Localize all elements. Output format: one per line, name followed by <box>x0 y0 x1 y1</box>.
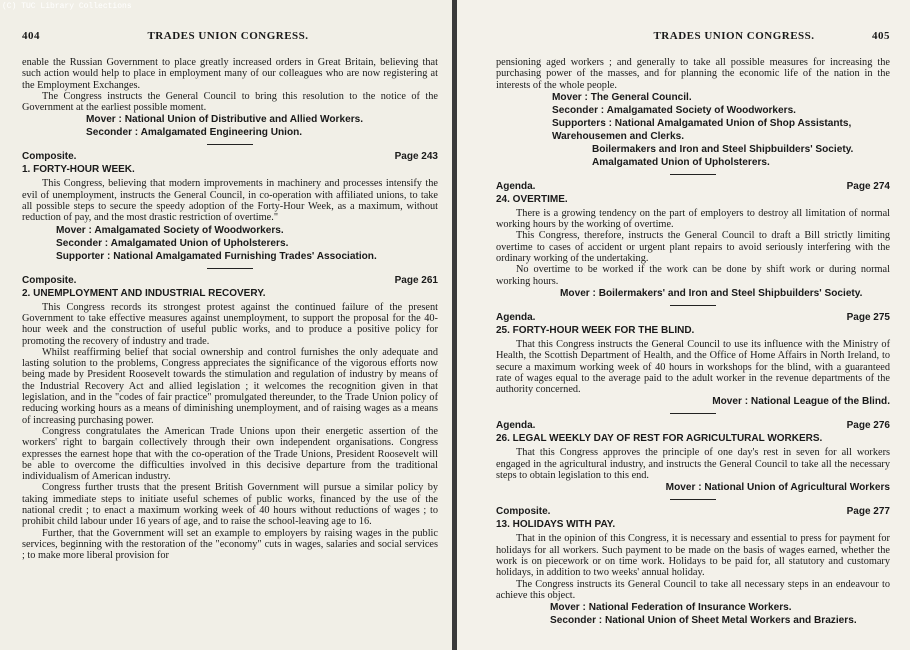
section-page-ref: Page 261 <box>394 274 438 286</box>
section-title-forty-hour-week-blind: 25. FORTY-HOUR WEEK FOR THE BLIND. <box>496 324 695 336</box>
mover-line: Mover : National Union of Distributive and Allied Workers. <box>86 114 364 126</box>
section-page-ref: Page 274 <box>846 180 890 192</box>
mover-line: Mover : Amalgamated Society of Woodworkers. <box>56 224 284 236</box>
resolution-paragraph: Whilst reaffirming belief that social ownership and control furnishes the only adequate and lasting solution to the problems, Congress appreciates the significance of the vigorous efforts now being made by President Roosevelt towards the stimulation and regulation of industry by means of the Industrial Recovery Act and allied legislation ; it welcomes the recognition given in that legislation, and in the "codes of fair practice" promulgated thereunder, to the Trade Union policy of reducing working hours as a means of diminishing unemployment, and of raising wages as a means of increasing purchasing power. <box>22 346 438 426</box>
section-header-agenda-276 <box>496 420 890 431</box>
right-page-number: 405 <box>872 30 890 42</box>
resolution-paragraph: This Congress records its strongest protest against the continued failure of the present Government to take effective measures against unemployment, to support the proposal for the 40-hour week and the construction of useful public works, and to produce a positive policy for promoting the recovery of industry and trade. <box>22 301 438 347</box>
intro-paragraph: pensioning aged workers ; and generally to take all possible measures for increasing the purchasing power of the masses, and for planning the economic life of the nation in the interests of the whole people. <box>496 57 890 91</box>
left-running-head <box>22 30 438 42</box>
section-header-agenda-275 <box>496 312 890 323</box>
mover-line: Mover : National Federation of Insurance Workers. <box>550 602 792 614</box>
section-label: Composite. <box>496 506 551 518</box>
divider <box>670 499 716 500</box>
resolution-paragraph: Congress further trusts that the present British Government will pursue a similar policy by taking immediate steps to initiate useful schemes of public works, financed by the use of the national credit ; to enact a maximum working week of 40 hours without reductions of wages ; to prohibit child labour under 16 years of age, and to raise the school-leaving age to 16. <box>22 482 438 528</box>
section-header-composite-261 <box>22 275 438 286</box>
left-running-title: TRADES UNION CONGRESS. <box>147 30 309 42</box>
resolution-paragraph: No overtime to be worked if the work can be done by shift work or during normal working hours. <box>496 264 890 287</box>
resolution-paragraph: That in the opinion of this Congress, it is necessary and essential to press for payment for holidays for all workers. Such payment to be made on the basis of wages earned, whether the work is on piecework or on time work. Holidays to be paid for, all statutory and customary holidays, in addition to two weeks' annual holiday. <box>496 533 890 579</box>
divider <box>670 174 716 175</box>
section-label: Agenda. <box>496 420 536 432</box>
section-label: Composite. <box>22 151 77 163</box>
resolution-paragraph: That this Congress approves the principle of one day's rest in seven for all workers engaged in the agricultural industry, and instructs the General Council to take all the necessary steps to obtain legislation to this end. <box>496 447 890 482</box>
section-page-ref: Page 243 <box>394 151 438 163</box>
divider <box>207 268 253 269</box>
section-page-ref: Page 277 <box>846 506 890 518</box>
resolution-paragraph: There is a growing tendency on the part of employers to destroy all limitation of normal working hours by the working of overtime. <box>496 207 890 231</box>
intro-paragraph: The Congress instructs the General Council to bring this resolution to the notice of the Government at the earliest possible moment. <box>22 90 438 114</box>
seconder-line: Seconder : Amalgamated Society of Woodworkers. <box>552 104 796 116</box>
left-page <box>0 0 452 650</box>
supporter-line: Boilermakers and Iron and Steel Shipbuilders' Society. <box>592 143 854 155</box>
seconder-line: Seconder : Amalgamated Engineering Union. <box>86 127 303 139</box>
mover-line: Mover : National League of the Blind. <box>712 396 890 408</box>
intro-paragraph: enable the Russian Government to place greatly increased orders in Great Britain, believing that such action would help to place in employment many of our colleagues who are now registering at the Employment Exchanges. <box>22 57 438 91</box>
mover-line: Mover : The General Council. <box>552 91 692 103</box>
resolution-paragraph: This Congress, believing that modern improvements in machinery and processes intensify the evil of unemployment, instructs the General Council, in co-operation with affiliated unions, to take all possible steps to secure the speedy adoption of the Forty-Hour Week, as a maximum, without reduction of pay, and the most drastic restriction of overtime." <box>22 178 438 224</box>
right-page <box>457 0 910 650</box>
section-label: Agenda. <box>496 311 536 323</box>
section-title-forty-hour-week: 1. FORTY-HOUR WEEK. <box>22 164 135 176</box>
divider <box>670 305 716 306</box>
supporter-line: Amalgamated Union of Upholsterers. <box>592 156 770 168</box>
resolution-paragraph: Further, that the Government will set an example to employers by raising wages in the public services, beginning with the restoration of the "economy" cuts in wages, salaries and social services ; to make more liberal provision for <box>22 527 438 562</box>
resolution-paragraph: That this Congress instructs the General Council to use its influence with the Ministry of Health, the Scottish Department of Health, and the Office of Home Affairs in North Ireland, to secure a maximum working week of 40 hours in workshops for the blind, with a guaranteed rate of wages equal to the average paid to the adult worker in the revenue departments of the authority concerned. <box>496 338 890 396</box>
divider <box>207 144 253 145</box>
section-header-composite-243 <box>22 151 438 162</box>
mover-line: Mover : National Union of Agricultural Workers <box>665 482 890 494</box>
right-running-head <box>496 30 890 42</box>
supporters-line: Supporters : National Amalgamated Union of Shop Assistants, Warehousemen and Clerks. <box>552 117 852 142</box>
section-title-holidays-with-pay: 13. HOLIDAYS WITH PAY. <box>496 519 616 531</box>
section-page-ref: Page 276 <box>846 420 890 432</box>
left-page-number: 404 <box>22 30 40 42</box>
right-running-title: TRADES UNION CONGRESS. <box>653 30 815 42</box>
seconder-line: Seconder : Amalgamated Union of Upholsterers. <box>56 237 289 249</box>
section-title-unemployment: 2. UNEMPLOYMENT AND INDUSTRIAL RECOVERY. <box>22 287 266 299</box>
supporter-line: Supporter : National Amalgamated Furnishing Trades' Association. <box>56 250 377 262</box>
section-title-day-of-rest: 26. LEGAL WEEKLY DAY OF REST FOR AGRICULTURAL WORKERS. <box>496 433 823 445</box>
section-header-agenda-274 <box>496 181 890 192</box>
resolution-paragraph: Congress congratulates the American Trade Unions upon their energetic assertion of the workers' right to bargain collectively through their own independent organisations. Congress expresses the earnest hope that with the co-operation of the Trade Unions, President Roosevelt will be able to overcome the difficulties involved in this decisive departure from the traditional individualism of American industry. <box>22 425 438 483</box>
resolution-paragraph: This Congress, therefore, instructs the General Council to draft a Bill strictly limiting overtime to cases of accident or urgent plant repairs to avoid seriously interfering with the ordinary working of the undertaking. <box>496 230 890 265</box>
divider <box>670 413 716 414</box>
resolution-paragraph: The Congress instructs its General Council to take all necessary steps in an endeavour to achieve this object. <box>496 578 890 601</box>
copyright-watermark: (C) TUC Library Collections <box>2 2 132 11</box>
seconder-line: Seconder : National Union of Sheet Metal Workers and Braziers. <box>550 615 857 627</box>
section-header-composite-277 <box>496 506 890 517</box>
section-page-ref: Page 275 <box>846 311 890 323</box>
section-label: Agenda. <box>496 180 536 192</box>
mover-line: Mover : Boilermakers' and Iron and Steel Shipbuilders' Society. <box>560 287 863 299</box>
section-title-overtime: 24. OVERTIME. <box>496 193 568 205</box>
section-label: Composite. <box>22 274 77 286</box>
